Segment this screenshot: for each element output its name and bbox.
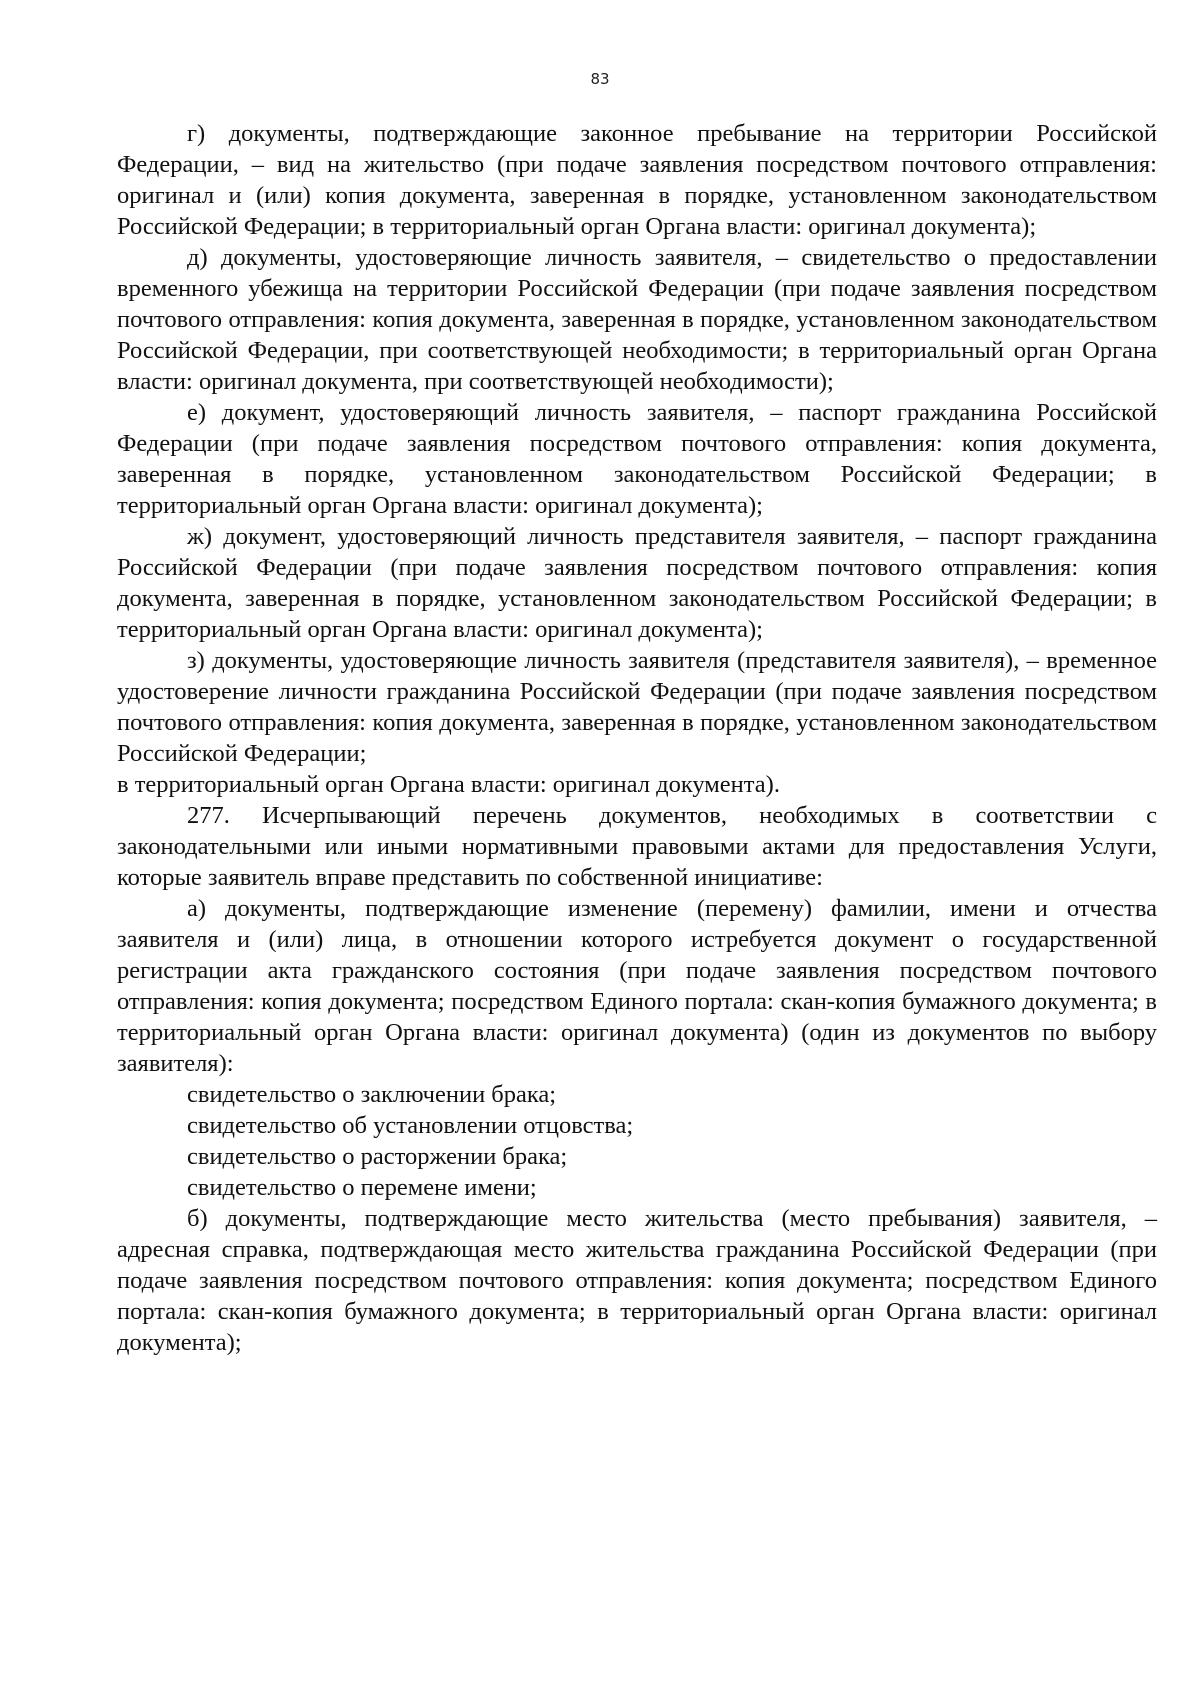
paragraph-e: е) документ, удостоверяющий личность заявителя, – паспорт гражданина Российской Федерации (при подаче заявления посредством почтового отправления: копия документа, заверенная в порядке, установленном законодательством Российской Федерации; в территориальный орган Органа власти: оригинал документа); [117,399,1157,519]
paragraph-zh: ж) документ, удостоверяющий личность представителя заявителя, – паспорт гражданина Российской Федерации (при подаче заявления посредством почтового отправления: копия документа, заверенная в порядке, установленном законодательством Российской Федерации; в территориальный орган Органа власти: оригинал документа); [117,523,1157,643]
page-number: 83 [590,70,610,88]
paragraph-z-continuation: в территориальный орган Органа власти: оригинал документа). [117,771,780,798]
list-item: свидетельство о расторжении брака; [187,1143,568,1170]
document-body [117,118,1157,1358]
list-item: свидетельство о перемене имени; [187,1174,537,1201]
paragraph-d: д) документы, удостоверяющие личность заявителя, – свидетельство о предоставлении временного убежища на территории Российской Федерации (при подаче заявления посредством почтового отправления: копия документа, заверенная в порядке, установленном законодательством Российской Федерации, при соответствующей необходимости; в территориальный орган Органа власти: оригинал документа, при соответствующей необходимости); [117,244,1157,395]
list-item: свидетельство о заключении брака; [187,1081,557,1108]
list-item: свидетельство об установлении отцовства; [187,1112,634,1139]
paragraph-g: г) документы, подтверждающие законное пребывание на территории Российской Федерации, – вид на жительство (при подаче заявления посредством почтового отправления: оригинал и (или) копия документа, заверенная в порядке, установленном законодательством Российской Федерации; в территориальный орган Органа власти: оригинал документа); [117,120,1157,240]
paragraph-z: з) документы, удостоверяющие личность заявителя (представителя заявителя), – временное удостоверение личности гражданина Российской Федерации (при подаче заявления посредством почтового отправления: копия документа, заверенная в порядке, установленном законодательством Российской Федерации; [117,647,1157,767]
paragraph-277: 277. Исчерпывающий перечень документов, необходимых в соответствии с законодательными или иными нормативными правовыми актами для предоставления Услуги, которые заявитель вправе представить по собственной инициативе: [117,802,1157,891]
paragraph-b: б) документы, подтверждающие место жительства (место пребывания) заявителя, – адресная справка, подтверждающая место жительства гражданина Российской Федерации (при подаче заявления посредством почтового отправления: копия документа; посредством Единого портала: скан-копия бумажного документа; в территориальный орган Органа власти: оригинал документа); [117,1205,1157,1356]
paragraph-a: а) документы, подтверждающие изменение (перемену) фамилии, имени и отчества заявителя и (или) лица, в отношении которого истребуется документ о государственной регистрации акта гражданского состояния (при подаче заявления посредством почтового отправления: копия документа; посредством Единого портала: скан-копия бумажного документа; в территориальный орган Органа власти: оригинал документа) (один из документов по выбору заявителя): [117,895,1157,1077]
